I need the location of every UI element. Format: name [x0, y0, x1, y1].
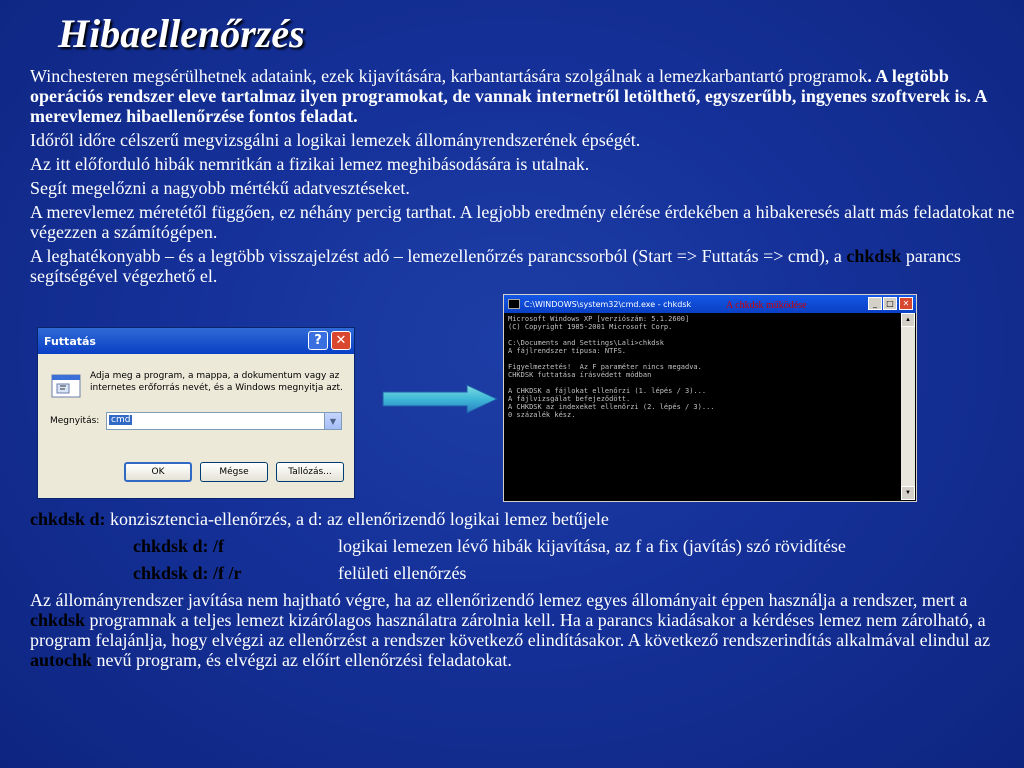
close-button[interactable]: ✕ — [331, 331, 351, 350]
cmd-output: Microsoft Windows XP [verziószám: 5.1.2600] (C) Copyright 1985-2001 Microsoft Corp. C:\Documents and Settings\Lali>chkdsk A fájlrendszer típusa: NTFS. Figyelmeztetés! Az F paraméter nincs megadva. CHKDSK futtatása írásvédett módban A CHKDSK a fájlokat ellenőrzi (1. lépés / 3)... A fájlvizsgálat befejeződött. A CHKDSK az indexeket ellenőrzi (2. lépés / 3)... 0 százalék kész. — [508, 315, 715, 419]
run-dialog-titlebar — [38, 328, 354, 354]
help-button[interactable]: ? — [308, 331, 328, 350]
paragraph-6-text: A leghatékonyabb – és a legtöbb visszajelzést adó – lemezellenőrzés parancssorból (Start => Futtatás => cmd), a — [30, 246, 847, 266]
chevron-down-icon[interactable]: ▼ — [324, 413, 341, 429]
command-row-3-desc: felületi ellenőrzés — [338, 563, 467, 583]
cmd-window — [503, 294, 917, 502]
paragraph-3: Az itt előforduló hibák nemritkán a fizikai lemez meghibásodására is utalnak. — [30, 154, 590, 174]
scrollbar[interactable] — [901, 313, 915, 500]
intro-text — [30, 66, 1015, 290]
command-row-3-cmd — [133, 563, 242, 583]
command-row-2-desc: logikai lemezen lévő hibák kijavítása, az f a fix (javítás) szó rövidítése — [338, 536, 846, 556]
open-label: Megnyitás: — [50, 416, 100, 426]
chkdsk-highlight: chkdsk — [846, 246, 902, 266]
autochk-highlight: autochk — [30, 650, 93, 670]
command-name: chkdsk d: /f /r — [133, 563, 242, 583]
closing-text-e: nevű program, és elvégzi az előírt ellenőrzési feladatokat. — [92, 650, 512, 670]
cmd-caption: A chkdsk működése — [726, 300, 807, 311]
paragraph-2: Időről időre célszerű megvizsgálni a logikai lemezek állományrendszerének épségét. — [30, 130, 641, 150]
scroll-down-icon[interactable]: ▼ — [901, 486, 915, 500]
closing-paragraph — [30, 590, 1015, 670]
right-arrow-icon — [381, 384, 499, 414]
closing-text-a: Az állományrendszer javítása nem hajtható végre, ha az ellenőrizendő lemez egyes állományait éppen használja a rendszer, mert a — [30, 590, 968, 610]
cmd-titlebar — [504, 295, 916, 313]
scroll-up-icon[interactable]: ▲ — [901, 313, 915, 327]
paragraph-1-text-cont: . A legtöbb operációs rendszer eleve tartalmaz ilyen programokat, de vannak internetről letölthető, egyszerűbb, ingyenes szoftverek is. A merevlemez hibaellenőrzése fontos feladat. — [30, 66, 987, 126]
ok-button[interactable]: OK — [124, 462, 192, 482]
cmd-close-button[interactable]: ✕ — [899, 297, 913, 310]
paragraph-6-text-end: parancs segítségével végezhető el. — [30, 246, 961, 286]
slide-title: Hibaellenőrzés — [58, 11, 305, 56]
cancel-button[interactable]: Mégse — [200, 462, 268, 482]
chkdsk-highlight: chkdsk — [30, 610, 86, 630]
browse-button[interactable]: Tallózás... — [276, 462, 344, 482]
command-row-1 — [30, 509, 609, 529]
paragraph-6 — [30, 246, 1015, 286]
open-combobox[interactable] — [106, 412, 342, 430]
open-input-value[interactable]: cmd — [111, 415, 131, 425]
console-icon — [508, 299, 520, 309]
run-dialog — [37, 327, 355, 499]
paragraph-5: A merevlemez méretétől függően, ez néhány percig tarthat. A legjobb eredmény elérése érdekében a hibakeresés alatt más feladatokat ne végezzen a számítógépen. — [30, 202, 1015, 242]
minimize-button[interactable]: _ — [868, 297, 882, 310]
run-program-icon — [50, 372, 84, 402]
command-name: chkdsk d: — [30, 509, 106, 529]
run-dialog-title: Futtatás — [44, 334, 96, 348]
run-description: Adja meg a program, a mappa, a dokumentum vagy az internetes erőforrás nevét, és a Windows megnyitja azt. — [90, 371, 343, 393]
command-name: chkdsk d: /f — [133, 536, 225, 556]
command-description: konzisztencia-ellenőrzés, a d: az ellenőrizendő logikai lemez betűjele — [105, 509, 609, 529]
cmd-title: C:\WINDOWS\system32\cmd.exe - chkdsk — [524, 299, 692, 309]
maximize-button[interactable]: □ — [883, 297, 897, 310]
paragraph-1-text: Winchesteren megsérülhetnek adataink, ezek kijavítására, karbantartására szolgálnak a lemezkarbantartó programok — [30, 66, 868, 86]
command-row-2-cmd — [133, 536, 224, 556]
paragraph-1 — [30, 66, 1015, 126]
paragraph-4: Segít megelőzni a nagyobb mértékű adatvesztéseket. — [30, 178, 410, 198]
closing-text-c: programnak a teljes lemezt kizárólagos használatra zárolnia kell. Ha a parancs kiadásakor a kérdéses lemez nem zárolható, a program felajánlja, hogy elvégzi az ellenőrzést a rendszer következő elindításakor. A következő rendszerindítás alkalmával elindul az — [30, 610, 991, 650]
